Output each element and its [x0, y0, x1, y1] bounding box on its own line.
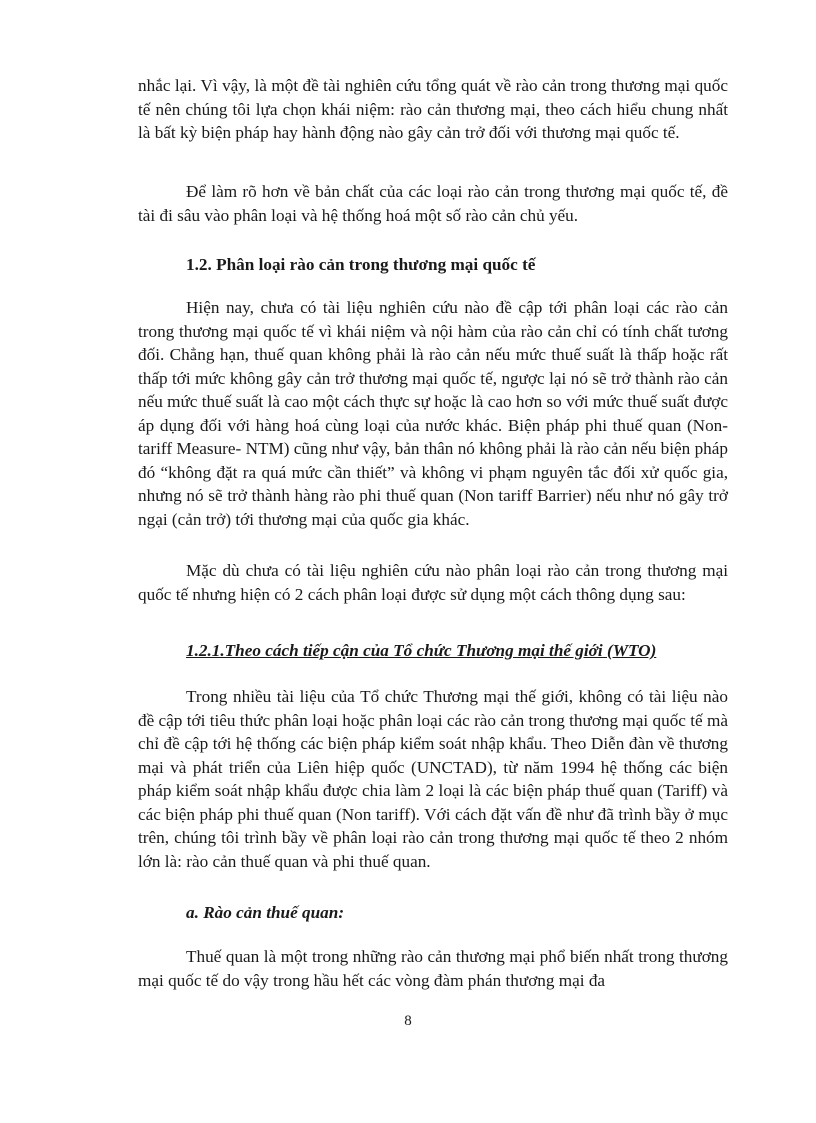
paragraph-tariff: Thuế quan là một trong những rào cản thương mại phổ biến nhất trong thương mại quốc tế do vậy trong hầu hết các vòng đàm phán thương mại đa: [138, 947, 728, 990]
subsection-heading-a: a. Rào cản thuế quan:: [186, 903, 345, 922]
paragraph-intro: nhắc lại. Vì vậy, là một đề tài nghiên cứu tổng quát về rào cản trong thương mại quốc tế nên chúng tôi lựa chọn khái niệm: rào cản thương mại, theo cách hiểu chung nhất là bất kỳ biện pháp hay hành động nào gây cản trở đối với thương mại quốc tế.: [138, 76, 728, 142]
paragraph-purpose: Để làm rõ hơn về bản chất của các loại rào cản trong thương mại quốc tế, đề tài đi sâu vào phân loại và hệ thống hoá một số rào cản chủ yếu.: [138, 182, 728, 225]
section-heading-1-2-1: 1.2.1.Theo cách tiếp cận của Tổ chức Thương mại thế giới (WTO): [186, 641, 657, 660]
paragraph-classification: Hiện nay, chưa có tài liệu nghiên cứu nào đề cập tới phân loại các rào cản trong thương mại quốc tế vì khái niệm và nội hàm của rào cản chỉ có tính chất tương đối. Chẳng hạn, thuế quan không phải là rào cản nếu mức thuế suất là thấp hoặc rất thấp tới mức không gây cản trở thương mại quốc tế, ngược lại nó sẽ trở thành rào cản nếu mức thuế suất là cao một cách thực sự hoặc là cao hơn so với mức thuế suất được áp dụng đối với hàng hoá cùng loại của nước khác. Biện pháp phi thuế quan (Non-tariff Measure- NTM) cũng như vậy, bản thân nó không phải là rào cản nếu biện pháp đó “không đặt ra quá mức cần thiết” và không vi phạm nguyên tắc đối xử quốc gia, nhưng nó sẽ trở thành hàng rào phi thuế quan (Non tariff Barrier) nếu như nó gây trở ngại (cản trở) tới thương mại của quốc gia khác.: [138, 298, 728, 529]
paragraph-wto: Trong nhiều tài liệu của Tổ chức Thương mại thế giới, không có tài liệu nào đề cập tới tiêu thức phân loại hoặc phân loại các rào cản trong thương mại quốc tế mà chỉ đề cập tới hệ thống các biện pháp kiểm soát nhập khẩu. Theo Diễn đàn về thương mại và phát triển của Liên hiệp quốc (UNCTAD), từ năm 1994 hệ thống các biện pháp kiểm soát nhập khẩu được chia làm 2 loại là các biện pháp thuế quan (Tariff) và các biện pháp phi thuế quan (Non tariff). Với cách đặt vấn đề như đã trình bầy ở mục trên, chúng tôi trình bầy về phân loại rào cản trong thương mại quốc tế theo 2 nhóm lớn là: rào cản thuế quan và phi thuế quan.: [138, 687, 728, 871]
section-heading-1-2: 1.2. Phân loại rào cản trong thương mại quốc tế: [186, 255, 536, 274]
paragraph-two-methods: Mặc dù chưa có tài liệu nghiên cứu nào phân loại rào cản trong thương mại quốc tế nhưng hiện có 2 cách phân loại được sử dụng một cách thông dụng sau:: [138, 561, 728, 604]
page-number: 8: [404, 1013, 412, 1029]
